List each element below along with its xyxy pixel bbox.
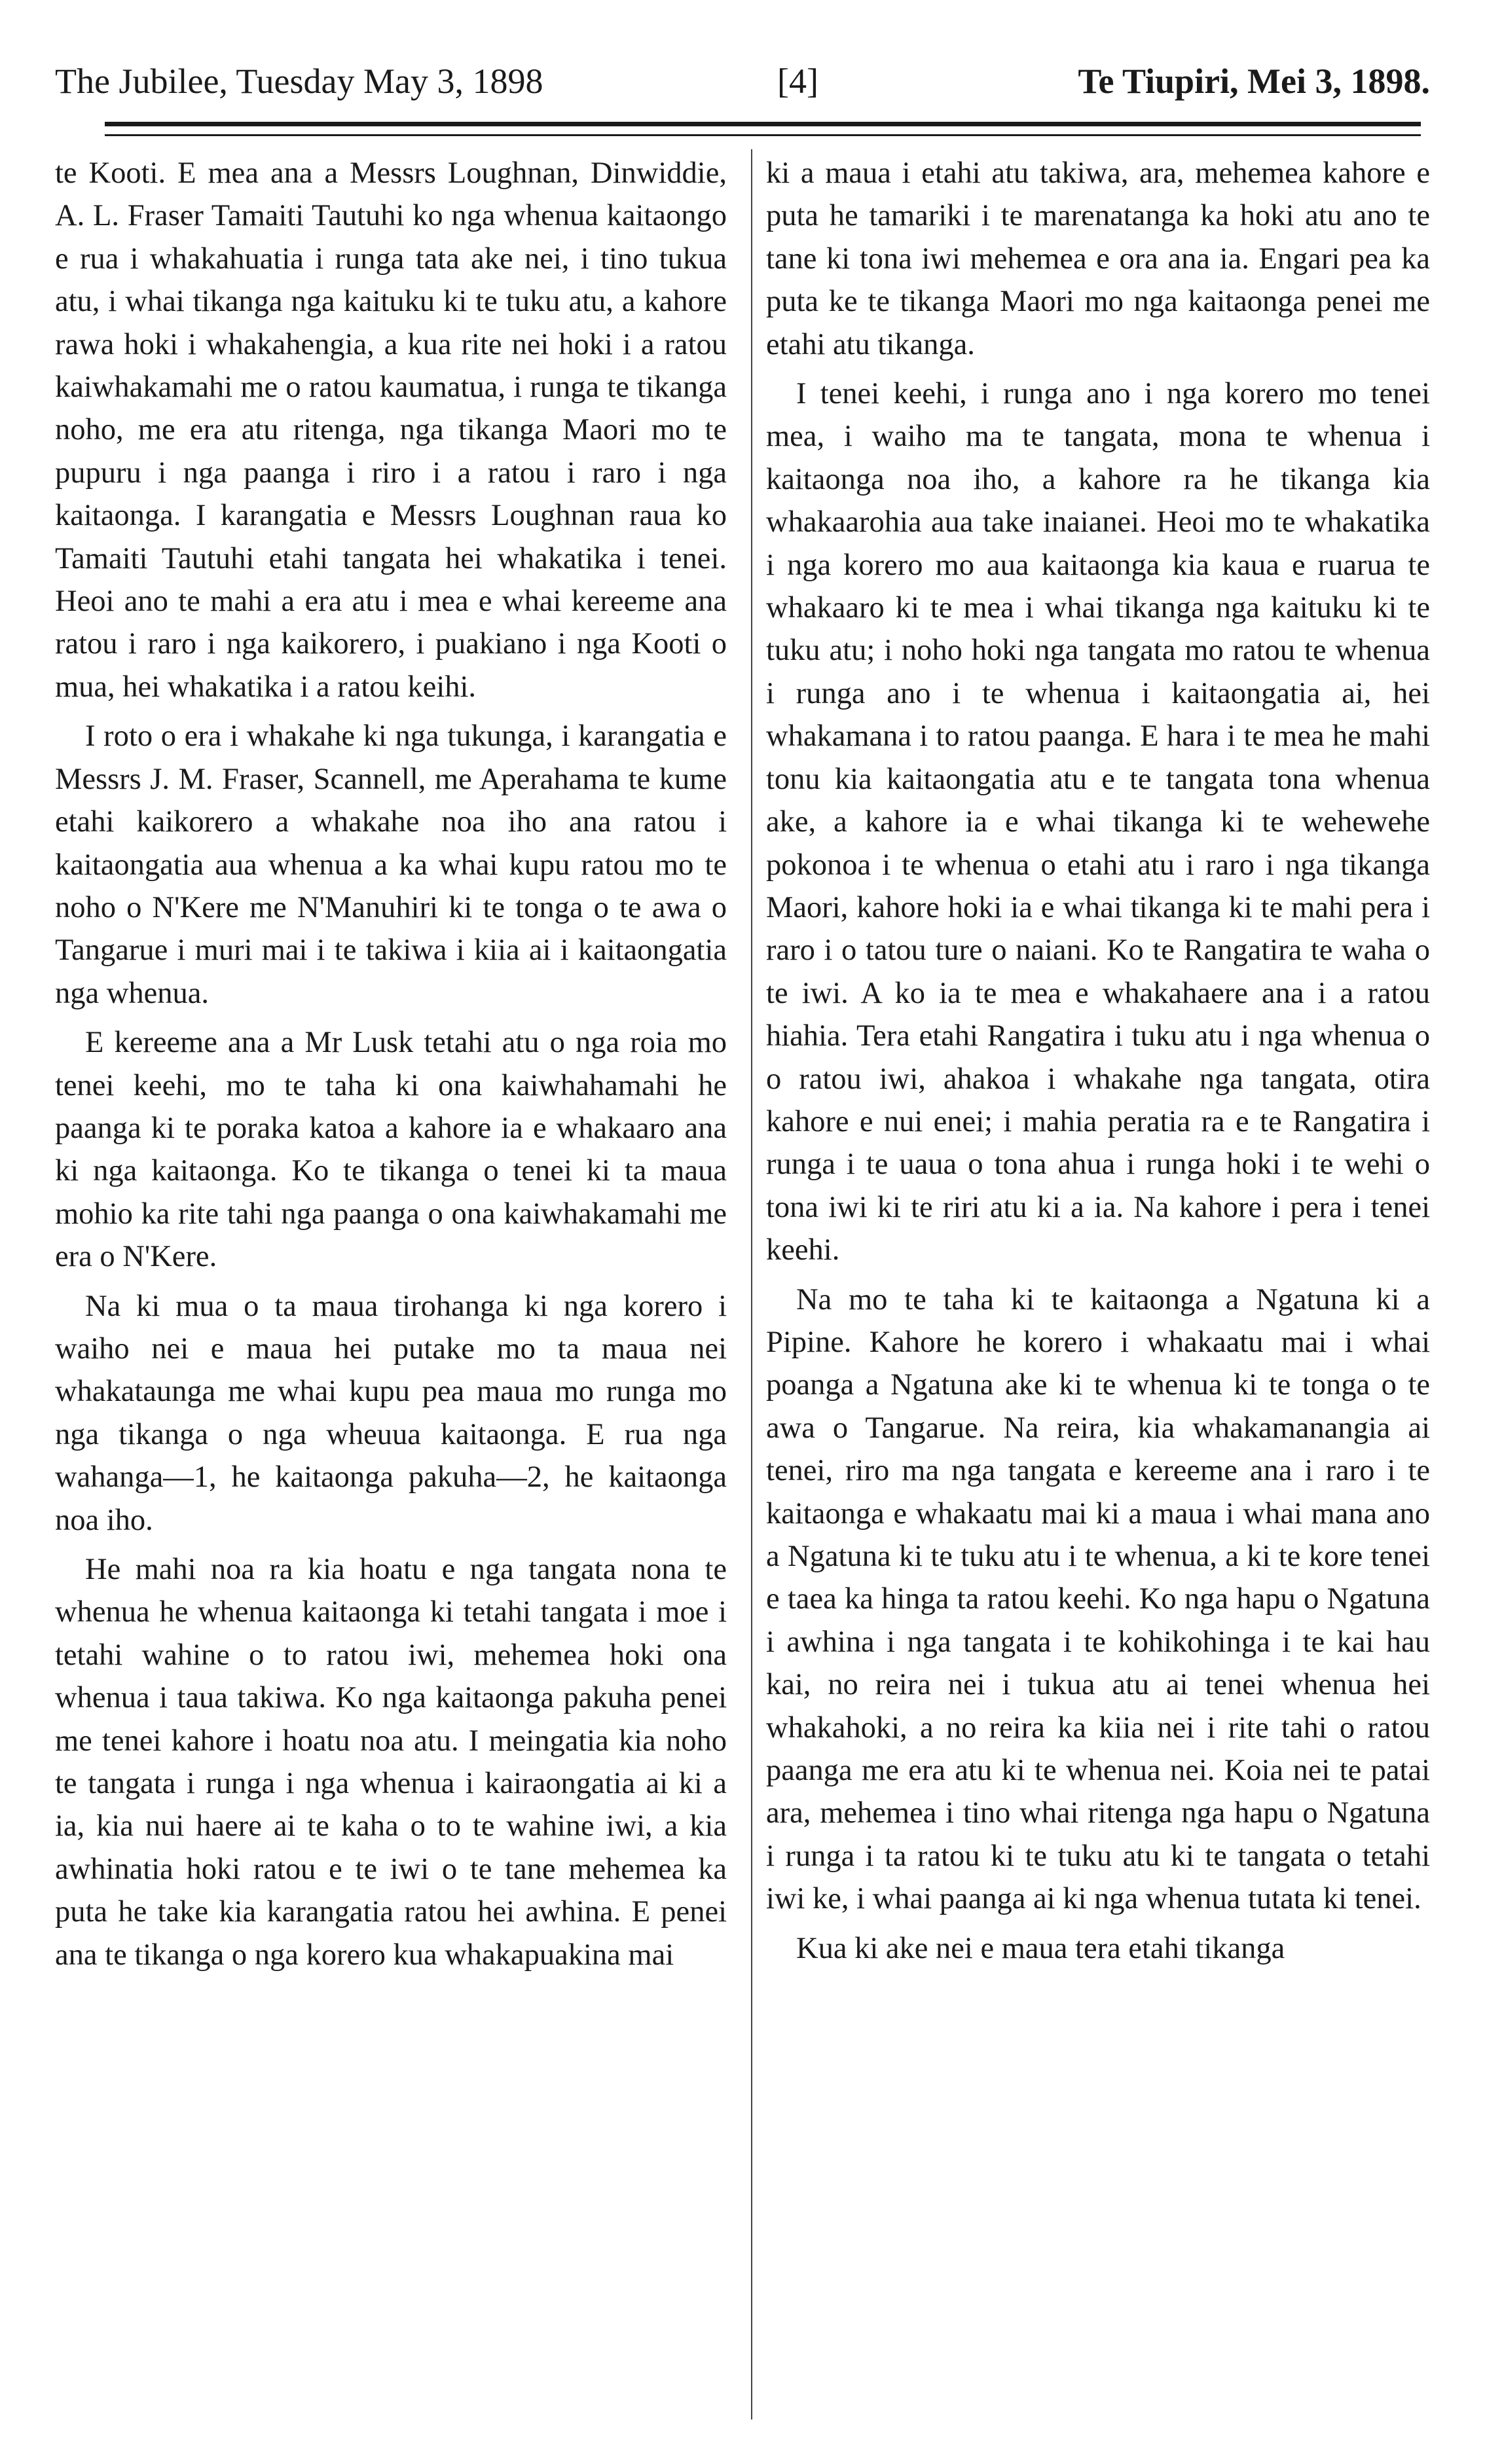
left-paragraph-5: He mahi noa ra kia hoatu e nga tangata nona te whenua he whenua kaitaonga ki tetahi tangata i moe i tetahi wahine o to ratou iwi, mehemea hoki ona whenua i taua takiwa. Ko nga kaitaonga pakuha penei me tenei kahore i hoatu noa atu. I meingatia kia noho te tangata i runga i nga whenua i kairaongatia ai ki a ia, kia nui haere ai te kaha o to te wahine iwi, a kia awhinatia hoki ratou e te iwi o te tane mehemea ka puta he take kia karangatia ratou hei awhina. E penei ana te tikanga o nga korero kua whakapuakina mai — [55, 1553, 727, 1972]
left-column — [55, 152, 727, 1983]
left-paragraph-1: te Kooti. E mea ana a Messrs Loughnan, Dinwiddie, A. L. Fraser Tamaiti Tautuhi ko nga whenua kaitaongo e rua i whakahuatia i runga tata ake nei, i tino tukua atu, i whai tikanga nga kaituku ki te tuku atu, a kahore rawa hoki i whakahengia, a kua rite nei hoki i a ratou kaiwhakamahi me o ratou kaumatua, i runga te tikanga noho, me era atu ritenga, nga tikanga Maori mo te pupuru i nga paanga i riro i a ratou i raro i nga kaitaonga. I karangatia e Messrs Loughnan raua ko Tamaiti Tautuhi etahi tangata hei whakatika i tenei. Heoi ano te mahi a era atu i mea e whai kereeme ana ratou i raro i nga kaikorero, i puakiano i nga Kooti o mua, hei whakatika i a ratou keihi. — [55, 156, 727, 704]
right-paragraph-4: Kua ki ake nei e maua tera etahi tikanga — [796, 1931, 1285, 1965]
left-paragraph-4: Na ki mua o ta maua tirohanga ki nga korero i waiho nei e maua hei putake mo ta maua nei whakataunga me whai kupu pea maua mo runga mo nga tikanga o nga wheuua kaitaonga. E rua nga wahanga—1, he kaitaonga pakuha—2, he kaitaonga noa iho. — [55, 1289, 727, 1537]
left-paragraph-3: E kereeme ana a Mr Lusk tetahi atu o nga roia mo tenei keehi, mo te taha ki ona kaiwhahamahi he paanga ki te poraka katoa a kahore ia e whakaaro ana ki nga kaitaonga. Ko te tikanga o tenei ki ta maua mohio ka rite tahi nga paanga o ona kaiwhakamahi me era o N'Kere. — [55, 1026, 727, 1274]
column-divider — [751, 149, 752, 2419]
header-english-title: The Jubilee, Tuesday May 3, 1898 — [55, 62, 543, 101]
header-rule-thick — [105, 122, 1421, 126]
left-paragraph-2: I roto o era i whakahe ki nga tukunga, i karangatia e Messrs J. M. Fraser, Scannell, me Aperahama te kume etahi kaikorero a whakahe noa iho ana ratou i kaitaongatia aua whenua a ka whai kupu ratou mo te noho o N'Kere me N'Manuhiri ki te tonga o te awa o Tangarue i muri mai i te takiwa i kiia ai i kaitaongatia nga whenua. — [55, 719, 727, 1010]
page-header — [55, 55, 1430, 107]
header-rule-thin — [105, 134, 1421, 136]
right-paragraph-3: Na mo te taha ki te kaitaonga a Ngatuna ki a Pipine. Kahore he korero i whakaatu mai i whai poanga a Ngatuna ake ki te whenua ki te tonga o te awa o Tangarue. Na reira, kia whakamanangia ai tenei, riro ma nga tangata e kereeme ana i raro i te kaitaonga e whakaatu mai ki a maua i whai mana ano a Ngatuna ki te tuku atu i te whenua, a ki te kore tenei e taea ka hinga ta ratou keehi. Ko nga hapu o Ngatuna i awhina i nga tangata i te kohikohinga i te kai hau kai, no reira nei i tukua atu ai tenei whenua hei whakahoki, a no reira ka kiia nei i rite tahi o ratou paanga me era atu ki te whenua nei. Koia nei te patai ara, mehemea i tino whai ritenga nga hapu o Ngatuna i runga i ta ratou ki te tuku atu ki te tangata o tetahi iwi ke, i whai paanga ai ki nga whenua tutata ki tenei. — [766, 1282, 1430, 1916]
header-maori-title: Te Tiupiri, Mei 3, 1898. — [1078, 62, 1430, 101]
right-column — [766, 152, 1430, 1976]
right-paragraph-1: ki a maua i etahi atu takiwa, ara, mehemea kahore e puta he tamariki i te marenatanga ka hoki atu ano te tane ki tona iwi mehemea e ora ana ia. Engari pea ka puta ke te tikanga Maori mo nga kaitaonga penei me etahi atu tikanga. — [766, 156, 1430, 361]
right-paragraph-2: I tenei keehi, i runga ano i nga korero mo tenei mea, i waiho ma te tangata, mona te whenua i kaitaonga noa iho, a kahore ra he tikanga kia whakaarohia aua take inaianei. Heoi mo te whakatika i nga korero mo aua kaitaonga kia kaua e ruarua te whakaaro ki te mea i whai tikanga nga kaituku ki te tuku atu; i noho hoki nga tangata mo ratou te whenua i runga ano i te whenua i kaitaongatia ai, hei whakamana i to ratou paanga. E hara i te mea he mahi tonu kia kaitaongatia atu e te tangata tona whenua ake, a kahore ia e whai tikanga ki te wehewehe pokonoa i te whenua o etahi atu i raro i nga tikanga Maori, kahore hoki ia e whai tikanga ki te mahi pera i raro i o tatou ture o naiani. Ko te Rangatira te waha o te iwi. A ko ia te mea e whakahaere ana i a ratou hiahia. Tera etahi Rangatira i tuku atu i nga whenua o o ratou iwi, ahakoa i whakahe nga tangata, otira kahore e nui enei; i mahia peratia ra e te Rangatira i runga i te uaua o tona ahua i runga hoki i te wehi o tona iwi ki te riri atu ki a ia. Na kahore i pera i tenei keehi. — [766, 377, 1430, 1267]
page-number: [4] — [777, 62, 818, 101]
